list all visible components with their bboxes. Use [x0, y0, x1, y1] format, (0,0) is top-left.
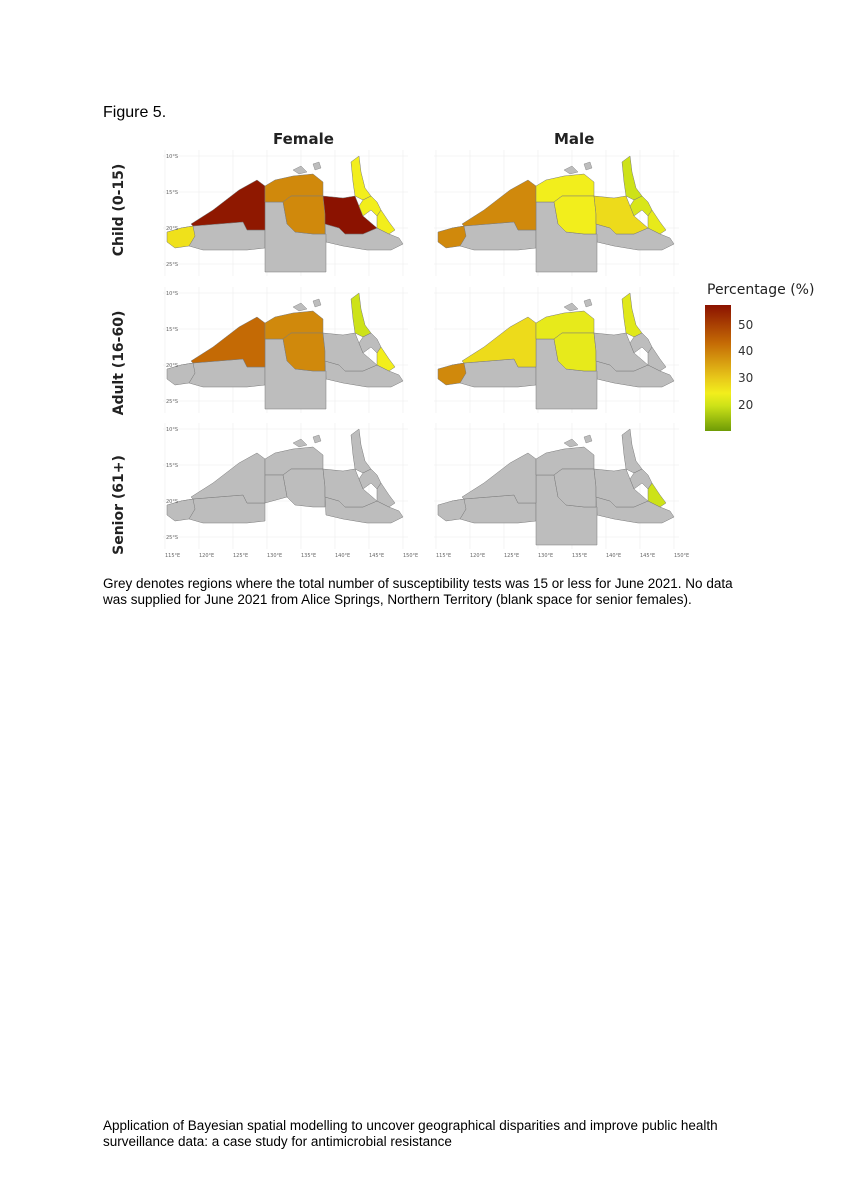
region-kimberley [462, 180, 536, 230]
x-axis-female [163, 550, 419, 560]
x-axis-male [434, 550, 690, 560]
y-tick-label: 25°S [166, 399, 179, 405]
region-kimberley [462, 453, 536, 503]
region-cape-york [622, 293, 642, 337]
figure-caption: Grey denotes regions where the total number of susceptibility tests was 15 or less for June 2021. No data was supplied for June 2021 from Alice Springs, Northern Territory (blank space for senior females). [103, 576, 733, 607]
column-title-male: Male [554, 130, 595, 148]
island [293, 439, 307, 447]
y-tick-label: 10°S [166, 291, 179, 297]
island [564, 439, 578, 447]
region-kimberley [191, 317, 265, 367]
x-tick-label: 140°E [335, 553, 351, 559]
y-tick-label: 10°S [166, 154, 179, 160]
region-cape-york [622, 429, 642, 473]
x-tick-label: 115°E [436, 553, 452, 559]
y-tick-label: 15°S [166, 463, 179, 469]
row-title-senior: Senior (61+) [111, 455, 127, 555]
island [313, 299, 321, 307]
y-tick-label: 25°S [166, 535, 179, 541]
region-cape-york [351, 429, 371, 473]
island [564, 303, 578, 311]
x-tick-label: 125°E [233, 553, 249, 559]
island [584, 435, 592, 443]
y-tick-label: 15°S [166, 327, 179, 333]
y-tick-label: 15°S [166, 190, 179, 196]
figure-label: Figure 5. [103, 104, 167, 121]
x-tick-label: 150°E [403, 553, 419, 559]
island [564, 166, 578, 174]
region-kimberley [191, 180, 265, 230]
region-kimberley [191, 453, 265, 503]
map-panel-child-male [434, 150, 679, 276]
region-kimberley [462, 317, 536, 367]
map-panel-adult-female [163, 287, 408, 413]
legend-color-bar [705, 305, 731, 431]
map-panel-adult-male [434, 287, 679, 413]
region-nt-partial [265, 475, 287, 503]
x-tick-label: 120°E [199, 553, 215, 559]
x-tick-label: 120°E [470, 553, 486, 559]
island [584, 162, 592, 170]
legend-tick: 30 [738, 371, 754, 385]
island [293, 166, 307, 174]
x-tick-label: 135°E [572, 553, 588, 559]
island [313, 162, 321, 170]
region-cape-york [351, 293, 371, 337]
x-tick-label: 145°E [369, 553, 385, 559]
x-tick-label: 145°E [640, 553, 656, 559]
legend-tick: 40 [738, 344, 754, 358]
x-tick-label: 150°E [674, 553, 690, 559]
x-tick-label: 130°E [538, 553, 554, 559]
x-tick-label: 115°E [165, 553, 181, 559]
region-cape-york [622, 156, 642, 200]
legend-tick: 50 [738, 318, 754, 332]
x-tick-label: 135°E [301, 553, 317, 559]
island [293, 303, 307, 311]
island [584, 299, 592, 307]
x-tick-label: 130°E [267, 553, 283, 559]
y-tick-label: 20°S [166, 499, 179, 505]
map-panel-child-female [163, 150, 408, 276]
x-tick-label: 125°E [504, 553, 520, 559]
region-cape-york [351, 156, 371, 200]
row-title-child: Child (0-15) [111, 163, 127, 257]
y-tick-label: 10°S [166, 427, 179, 433]
island [313, 435, 321, 443]
legend-tick: 20 [738, 398, 754, 412]
x-tick-label: 140°E [606, 553, 622, 559]
page-footer: Application of Bayesian spatial modelling to uncover geographical disparities and improve public health surveillance data: a case study for antimicrobial resistance [103, 1118, 718, 1149]
map-panel-senior-female [163, 423, 408, 549]
map-panel-senior-male [434, 423, 679, 549]
column-title-female: Female [273, 130, 334, 148]
y-tick-label: 25°S [166, 262, 179, 268]
legend-title: Percentage (%) [707, 282, 815, 298]
y-tick-label: 20°S [166, 363, 179, 369]
row-title-adult: Adult (16-60) [111, 310, 127, 416]
y-tick-label: 20°S [166, 226, 179, 232]
